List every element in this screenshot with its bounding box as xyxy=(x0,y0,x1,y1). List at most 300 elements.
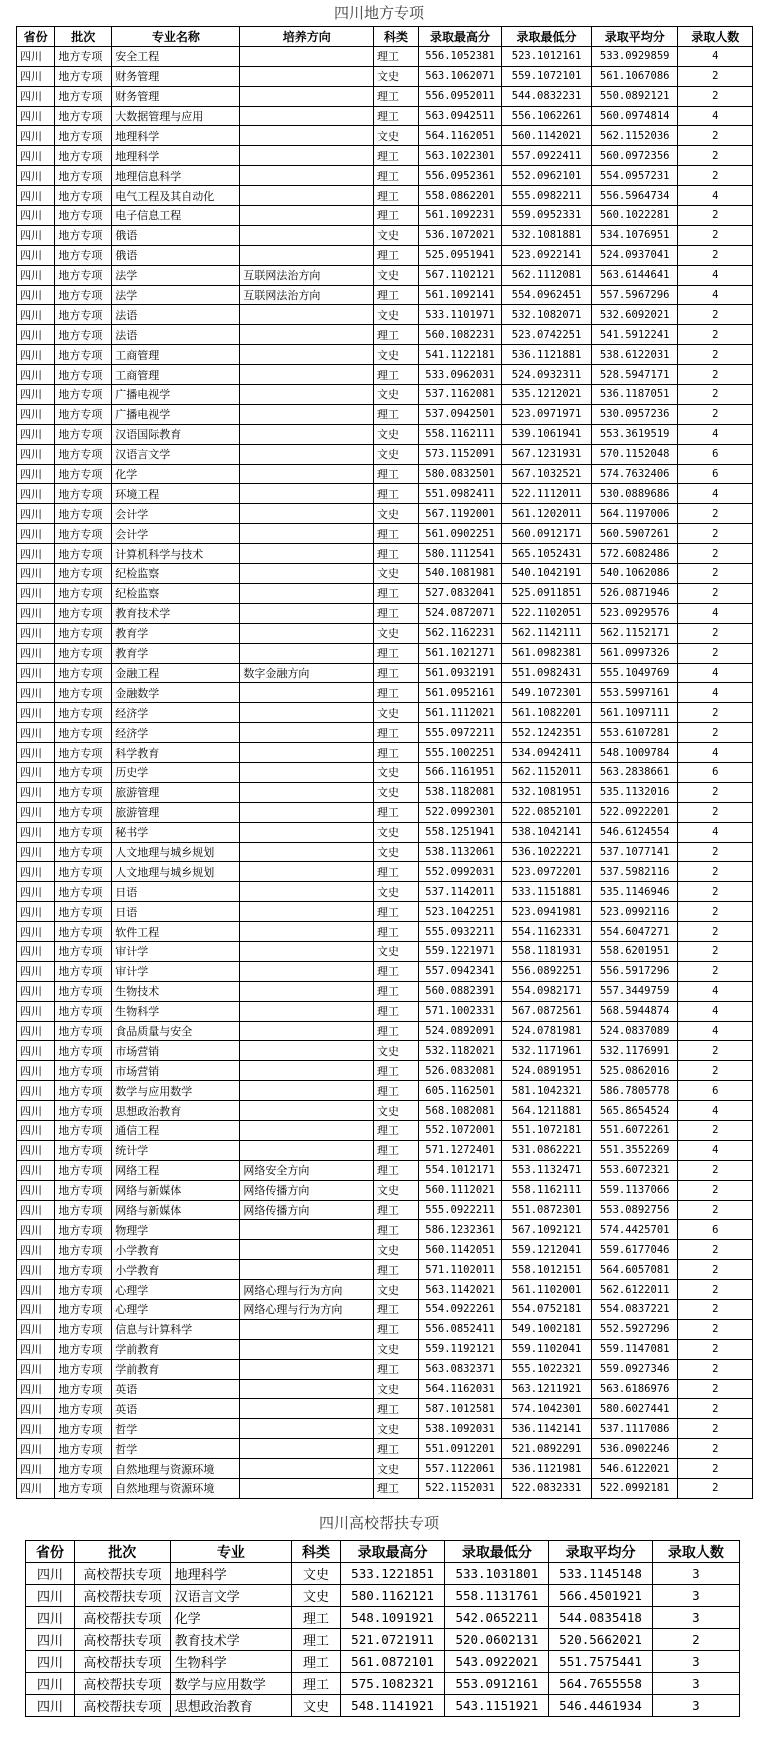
table-cell: 理工 xyxy=(374,106,419,126)
table-cell: 理工 xyxy=(292,1629,341,1651)
section2-title: 四川高校帮扶专项 xyxy=(318,1514,439,1532)
table-cell: 4 xyxy=(678,106,753,126)
table-cell: 4 xyxy=(678,186,753,206)
table-cell: 561.1092141 xyxy=(418,285,501,305)
table-row xyxy=(17,1061,753,1081)
table-cell: 530.0957236 xyxy=(591,404,678,424)
table-cell: 4 xyxy=(678,981,753,1001)
table-cell: 地方专项 xyxy=(55,683,112,703)
table-cell: 地方专项 xyxy=(55,305,112,325)
table-cell: 自然地理与资源环境 xyxy=(112,1479,240,1499)
table-cell: 3 xyxy=(652,1585,739,1607)
table-cell: 地方专项 xyxy=(55,1319,112,1339)
table-cell: 理工 xyxy=(374,325,419,345)
table-row xyxy=(17,404,753,424)
table-cell: 地理科学 xyxy=(112,126,240,146)
table-cell: 地方专项 xyxy=(55,762,112,782)
table-cell: 554.0752181 xyxy=(502,1300,592,1320)
table-cell: 信息与计算科学 xyxy=(112,1319,240,1339)
table-row xyxy=(17,822,753,842)
table-cell: 523.0972201 xyxy=(502,862,592,882)
column-header: 录取人数 xyxy=(678,27,753,47)
table-row xyxy=(17,1479,753,1499)
table-cell: 3 xyxy=(652,1563,739,1585)
table-cell: 2 xyxy=(678,206,753,226)
table-row xyxy=(17,802,753,822)
table-cell: 559.1072101 xyxy=(502,66,592,86)
table-cell: 理工 xyxy=(374,86,419,106)
table-cell: 563.1022301 xyxy=(418,146,501,166)
table-cell: 562.6122011 xyxy=(591,1280,678,1300)
table-cell: 2 xyxy=(678,1399,753,1419)
table-cell xyxy=(240,1101,374,1121)
table-cell xyxy=(240,603,374,623)
table-cell: 2 xyxy=(678,365,753,385)
table-row xyxy=(17,126,753,146)
table-cell: 四川 xyxy=(17,643,55,663)
table-cell: 地方专项 xyxy=(55,922,112,942)
table-row xyxy=(17,762,753,782)
table-cell: 554.0982171 xyxy=(502,981,592,1001)
table-cell: 地方专项 xyxy=(55,1240,112,1260)
table-cell: 金融数学 xyxy=(112,683,240,703)
table-cell: 530.0889686 xyxy=(591,484,678,504)
table-row xyxy=(17,245,753,265)
table-cell: 地理科学 xyxy=(170,1563,291,1585)
table-cell: 审计学 xyxy=(112,961,240,981)
column-header: 录取最高分 xyxy=(340,1541,444,1563)
table-cell: 哲学 xyxy=(112,1419,240,1439)
table-cell: 2 xyxy=(678,86,753,106)
table-cell: 理工 xyxy=(374,404,419,424)
table-cell: 文史 xyxy=(374,1280,419,1300)
table-cell: 汉语言文学 xyxy=(112,444,240,464)
table-cell: 2 xyxy=(678,504,753,524)
table-cell: 554.0957231 xyxy=(591,166,678,186)
table-cell: 561.1092231 xyxy=(418,206,501,226)
table-cell: 理工 xyxy=(374,1160,419,1180)
table-cell: 559.0927346 xyxy=(591,1359,678,1379)
table-cell: 553.6072321 xyxy=(591,1160,678,1180)
table-cell: 物理学 xyxy=(112,1220,240,1240)
table-cell xyxy=(240,464,374,484)
table-cell: 525.0951941 xyxy=(418,245,501,265)
table-row xyxy=(17,703,753,723)
table-cell: 571.1102011 xyxy=(418,1260,501,1280)
table-cell: 537.5982116 xyxy=(591,862,678,882)
table-cell: 理工 xyxy=(292,1673,341,1695)
table-cell: 522.0992301 xyxy=(418,802,501,822)
table-cell: 532.1081881 xyxy=(502,225,592,245)
table-cell: 520.5662021 xyxy=(549,1629,652,1651)
table-cell: 地方专项 xyxy=(55,444,112,464)
table-cell: 四川 xyxy=(17,683,55,703)
table-cell: 522.1152031 xyxy=(418,1479,501,1499)
table-cell: 561.0982381 xyxy=(502,643,592,663)
table-cell: 535.1132016 xyxy=(591,782,678,802)
table-cell: 2 xyxy=(678,305,753,325)
table-cell: 小学教育 xyxy=(112,1260,240,1280)
table-cell: 四川 xyxy=(17,862,55,882)
table-cell: 地方专项 xyxy=(55,1419,112,1439)
table-cell: 2 xyxy=(678,524,753,544)
table-cell: 539.1061941 xyxy=(502,424,592,444)
table-cell: 文史 xyxy=(374,225,419,245)
table-cell: 553.1132471 xyxy=(502,1160,592,1180)
table-cell xyxy=(240,544,374,564)
table-cell: 563.1142021 xyxy=(418,1280,501,1300)
table-cell: 4 xyxy=(678,484,753,504)
table-cell: 文史 xyxy=(374,504,419,524)
table-cell: 地方专项 xyxy=(55,1220,112,1240)
table-cell: 537.1162081 xyxy=(418,385,501,405)
table-cell xyxy=(240,1459,374,1479)
table-cell: 565.1052431 xyxy=(502,544,592,564)
table-cell: 地方专项 xyxy=(55,1101,112,1121)
section1-title: 四川地方专项 xyxy=(333,4,424,22)
table-cell: 英语 xyxy=(112,1399,240,1419)
table-row xyxy=(17,46,753,66)
table-cell: 2 xyxy=(678,1041,753,1061)
table-cell: 会计学 xyxy=(112,504,240,524)
table-cell: 地方专项 xyxy=(55,385,112,405)
table-cell: 四川 xyxy=(17,1200,55,1220)
column-header: 专业名称 xyxy=(112,27,240,47)
table-cell xyxy=(240,385,374,405)
table-cell: 560.1142051 xyxy=(418,1240,501,1260)
table-cell xyxy=(240,723,374,743)
table-cell: 538.1042141 xyxy=(502,822,592,842)
table-cell: 560.1082231 xyxy=(418,325,501,345)
table-cell: 535.1212021 xyxy=(502,385,592,405)
table-cell xyxy=(240,186,374,206)
table-cell: 557.3449759 xyxy=(591,981,678,1001)
table-cell: 四川 xyxy=(17,1479,55,1499)
table-cell: 四川 xyxy=(17,365,55,385)
table-cell: 工商管理 xyxy=(112,345,240,365)
table-cell: 580.6027441 xyxy=(591,1399,678,1419)
table-cell: 555.1022321 xyxy=(502,1359,592,1379)
table-cell: 文史 xyxy=(374,385,419,405)
table-cell: 524.0892091 xyxy=(418,1021,501,1041)
column-header: 省份 xyxy=(26,1541,75,1563)
table-cell: 2 xyxy=(678,703,753,723)
table-cell: 地方专项 xyxy=(55,285,112,305)
table-cell xyxy=(240,444,374,464)
table-cell xyxy=(240,206,374,226)
table-cell xyxy=(240,504,374,524)
table-row xyxy=(17,1359,753,1379)
table-row xyxy=(17,365,753,385)
table-cell xyxy=(240,1439,374,1459)
table-cell: 四川 xyxy=(17,1379,55,1399)
table-cell: 555.0922211 xyxy=(418,1200,501,1220)
table-cell: 理工 xyxy=(374,981,419,1001)
table-cell: 理工 xyxy=(374,1120,419,1140)
table-cell: 理工 xyxy=(374,802,419,822)
table-cell xyxy=(240,424,374,444)
table-cell: 理工 xyxy=(374,922,419,942)
table-cell: 文史 xyxy=(374,1041,419,1061)
table-cell xyxy=(240,1339,374,1359)
table-cell: 法学 xyxy=(112,265,240,285)
table-cell: 2 xyxy=(678,902,753,922)
table-cell xyxy=(240,882,374,902)
table-cell: 537.1142011 xyxy=(418,882,501,902)
table-cell: 558.1162111 xyxy=(502,1180,592,1200)
table-cell: 520.0602131 xyxy=(445,1629,549,1651)
table-cell xyxy=(240,922,374,942)
table-cell: 2 xyxy=(678,922,753,942)
table-cell: 556.0952361 xyxy=(418,166,501,186)
table-cell: 571.1002331 xyxy=(418,1001,501,1021)
table-cell: 561.1202011 xyxy=(502,504,592,524)
table-cell: 551.1072181 xyxy=(502,1120,592,1140)
table-cell: 四川 xyxy=(17,504,55,524)
table-cell: 文史 xyxy=(374,1101,419,1121)
table-cell: 理工 xyxy=(374,663,419,683)
table-row xyxy=(17,1339,753,1359)
table-row xyxy=(17,146,753,166)
table-row xyxy=(17,166,753,186)
table-cell: 561.1102001 xyxy=(502,1280,592,1300)
table-cell: 四川 xyxy=(17,86,55,106)
table-cell: 541.1122181 xyxy=(418,345,501,365)
table-cell: 审计学 xyxy=(112,941,240,961)
table-cell: 地方专项 xyxy=(55,325,112,345)
table-cell: 英语 xyxy=(112,1379,240,1399)
local-special-table xyxy=(16,26,753,1499)
table-cell: 532.1081951 xyxy=(502,782,592,802)
table-cell: 524.0837089 xyxy=(591,1021,678,1041)
table-cell: 561.0932191 xyxy=(418,663,501,683)
table-cell: 580.0832501 xyxy=(418,464,501,484)
table-cell: 四川 xyxy=(17,822,55,842)
table-cell: 550.0892121 xyxy=(591,86,678,106)
table-cell: 四川 xyxy=(17,325,55,345)
table-cell xyxy=(240,902,374,922)
table-row xyxy=(17,1140,753,1160)
table-cell: 地方专项 xyxy=(55,961,112,981)
table-cell: 地方专项 xyxy=(55,1160,112,1180)
table-row xyxy=(17,1419,753,1439)
table-cell: 自然地理与资源环境 xyxy=(112,1459,240,1479)
table-cell: 工商管理 xyxy=(112,365,240,385)
table-cell: 522.0992181 xyxy=(591,1479,678,1499)
table-cell: 思想政治教育 xyxy=(112,1101,240,1121)
table-row xyxy=(17,206,753,226)
table-cell: 四川 xyxy=(17,484,55,504)
table-row xyxy=(17,782,753,802)
table-cell: 2 xyxy=(678,961,753,981)
table-cell: 538.1182081 xyxy=(418,782,501,802)
table-row xyxy=(17,941,753,961)
table-cell: 四川 xyxy=(17,782,55,802)
table-cell: 四川 xyxy=(17,146,55,166)
table-cell: 四川 xyxy=(26,1585,75,1607)
table-cell: 526.0832081 xyxy=(418,1061,501,1081)
table-cell: 地方专项 xyxy=(55,1399,112,1419)
table-row xyxy=(17,1180,753,1200)
university-aid-table xyxy=(25,1540,740,1717)
table-cell: 高校帮扶专项 xyxy=(74,1673,170,1695)
table-cell: 6 xyxy=(678,464,753,484)
table-cell: 522.1102051 xyxy=(502,603,592,623)
table-cell: 548.1091921 xyxy=(340,1607,444,1629)
table-cell: 电气工程及其自动化 xyxy=(112,186,240,206)
table-cell: 553.6107281 xyxy=(591,723,678,743)
table-cell: 网络传播方向 xyxy=(240,1200,374,1220)
table-cell: 567.0872561 xyxy=(502,1001,592,1021)
table-cell: 文史 xyxy=(374,1419,419,1439)
table-cell: 559.1102041 xyxy=(502,1339,592,1359)
table-row xyxy=(17,1021,753,1041)
table-cell: 533.1101971 xyxy=(418,305,501,325)
table-cell: 高校帮扶专项 xyxy=(74,1695,170,1717)
table-cell: 551.6072261 xyxy=(591,1120,678,1140)
table-cell: 564.1162051 xyxy=(418,126,501,146)
table-cell: 523.1042251 xyxy=(418,902,501,922)
table-cell: 四川 xyxy=(17,166,55,186)
table-cell: 地方专项 xyxy=(55,186,112,206)
table-row xyxy=(26,1651,740,1673)
table-cell: 地方专项 xyxy=(55,1120,112,1140)
table-cell: 556.5964734 xyxy=(591,186,678,206)
table-row xyxy=(17,385,753,405)
table-row xyxy=(26,1695,740,1717)
table-cell: 四川 xyxy=(17,1359,55,1379)
table-cell: 四川 xyxy=(17,245,55,265)
table-cell: 地方专项 xyxy=(55,1339,112,1359)
table-cell: 地方专项 xyxy=(55,882,112,902)
table-row xyxy=(26,1629,740,1651)
table-cell: 地方专项 xyxy=(55,464,112,484)
table-cell: 理工 xyxy=(374,1200,419,1220)
table-cell: 522.0852101 xyxy=(502,802,592,822)
table-cell: 经济学 xyxy=(112,703,240,723)
table-cell xyxy=(240,1479,374,1499)
table-cell: 546.6124554 xyxy=(591,822,678,842)
column-header: 科类 xyxy=(292,1541,341,1563)
table-cell: 2 xyxy=(678,1359,753,1379)
table-cell: 2 xyxy=(678,245,753,265)
table-cell: 地方专项 xyxy=(55,86,112,106)
table-cell: 四川 xyxy=(17,981,55,1001)
table-cell: 经济学 xyxy=(112,723,240,743)
table-cell: 理工 xyxy=(374,285,419,305)
table-cell: 网络安全方向 xyxy=(240,1160,374,1180)
table-row xyxy=(17,186,753,206)
table-cell: 538.1132061 xyxy=(418,842,501,862)
table-cell: 地理信息科学 xyxy=(112,166,240,186)
table-cell: 556.1052381 xyxy=(418,46,501,66)
table-row xyxy=(17,1001,753,1021)
table-cell xyxy=(240,583,374,603)
table-row xyxy=(17,1160,753,1180)
table-cell: 通信工程 xyxy=(112,1120,240,1140)
table-row xyxy=(17,1101,753,1121)
table-cell: 2 xyxy=(678,1180,753,1200)
table-cell: 地方专项 xyxy=(55,643,112,663)
table-cell: 四川 xyxy=(17,1081,55,1101)
table-cell: 566.4501921 xyxy=(549,1585,652,1607)
table-row xyxy=(17,842,753,862)
table-cell: 2 xyxy=(678,126,753,146)
table-cell: 理工 xyxy=(374,46,419,66)
table-cell xyxy=(240,1359,374,1379)
table-cell: 544.0835418 xyxy=(549,1607,652,1629)
table-cell: 2 xyxy=(678,404,753,424)
table-cell: 地方专项 xyxy=(55,504,112,524)
table-cell: 557.5967296 xyxy=(591,285,678,305)
table-cell: 四川 xyxy=(17,225,55,245)
table-cell: 554.0962451 xyxy=(502,285,592,305)
table-row xyxy=(17,603,753,623)
table-row xyxy=(17,564,753,584)
table-row xyxy=(17,922,753,942)
table-cell: 524.0891951 xyxy=(502,1061,592,1081)
table-cell: 562.1162231 xyxy=(418,623,501,643)
table-cell: 558.6201951 xyxy=(591,941,678,961)
table-cell: 四川 xyxy=(17,961,55,981)
table-cell: 四川 xyxy=(17,1399,55,1419)
table-cell: 2 xyxy=(678,1339,753,1359)
table-cell: 4 xyxy=(678,822,753,842)
table-cell: 网络与新媒体 xyxy=(112,1200,240,1220)
table-cell: 558.0862201 xyxy=(418,186,501,206)
table-cell: 561.0952161 xyxy=(418,683,501,703)
table-cell: 电子信息工程 xyxy=(112,206,240,226)
table-cell: 心理学 xyxy=(112,1280,240,1300)
table-cell: 网络与新媒体 xyxy=(112,1180,240,1200)
table-cell: 548.1009784 xyxy=(591,743,678,763)
table-cell: 理工 xyxy=(374,643,419,663)
table-cell: 536.1121981 xyxy=(502,1459,592,1479)
table-cell: 财务管理 xyxy=(112,66,240,86)
table-cell xyxy=(240,1379,374,1399)
table-cell: 6 xyxy=(678,1081,753,1101)
table-cell: 教育技术学 xyxy=(112,603,240,623)
table-cell: 2 xyxy=(678,385,753,405)
table-cell: 四川 xyxy=(17,265,55,285)
table-row xyxy=(17,1120,753,1140)
table-cell: 食品质量与安全 xyxy=(112,1021,240,1041)
table-cell: 旅游管理 xyxy=(112,782,240,802)
table-cell: 地理科学 xyxy=(112,146,240,166)
table-cell: 地方专项 xyxy=(55,524,112,544)
table-cell: 564.1211881 xyxy=(502,1101,592,1121)
table-row xyxy=(26,1585,740,1607)
table-cell: 四川 xyxy=(17,703,55,723)
table-cell: 523.0922141 xyxy=(502,245,592,265)
table-cell: 法学 xyxy=(112,285,240,305)
table-cell: 560.1022281 xyxy=(591,206,678,226)
table-cell: 556.1062261 xyxy=(502,106,592,126)
table-cell xyxy=(240,225,374,245)
table-cell xyxy=(240,564,374,584)
table-cell: 理工 xyxy=(374,743,419,763)
table-cell xyxy=(240,126,374,146)
table-cell: 537.1077141 xyxy=(591,842,678,862)
table-cell: 四川 xyxy=(17,464,55,484)
table-cell: 534.0942411 xyxy=(502,743,592,763)
table-row xyxy=(17,1379,753,1399)
table-cell: 538.6122031 xyxy=(591,345,678,365)
table-cell: 4 xyxy=(678,1001,753,1021)
table-cell: 广播电视学 xyxy=(112,385,240,405)
table-cell xyxy=(240,86,374,106)
table-cell: 533.0962031 xyxy=(418,365,501,385)
